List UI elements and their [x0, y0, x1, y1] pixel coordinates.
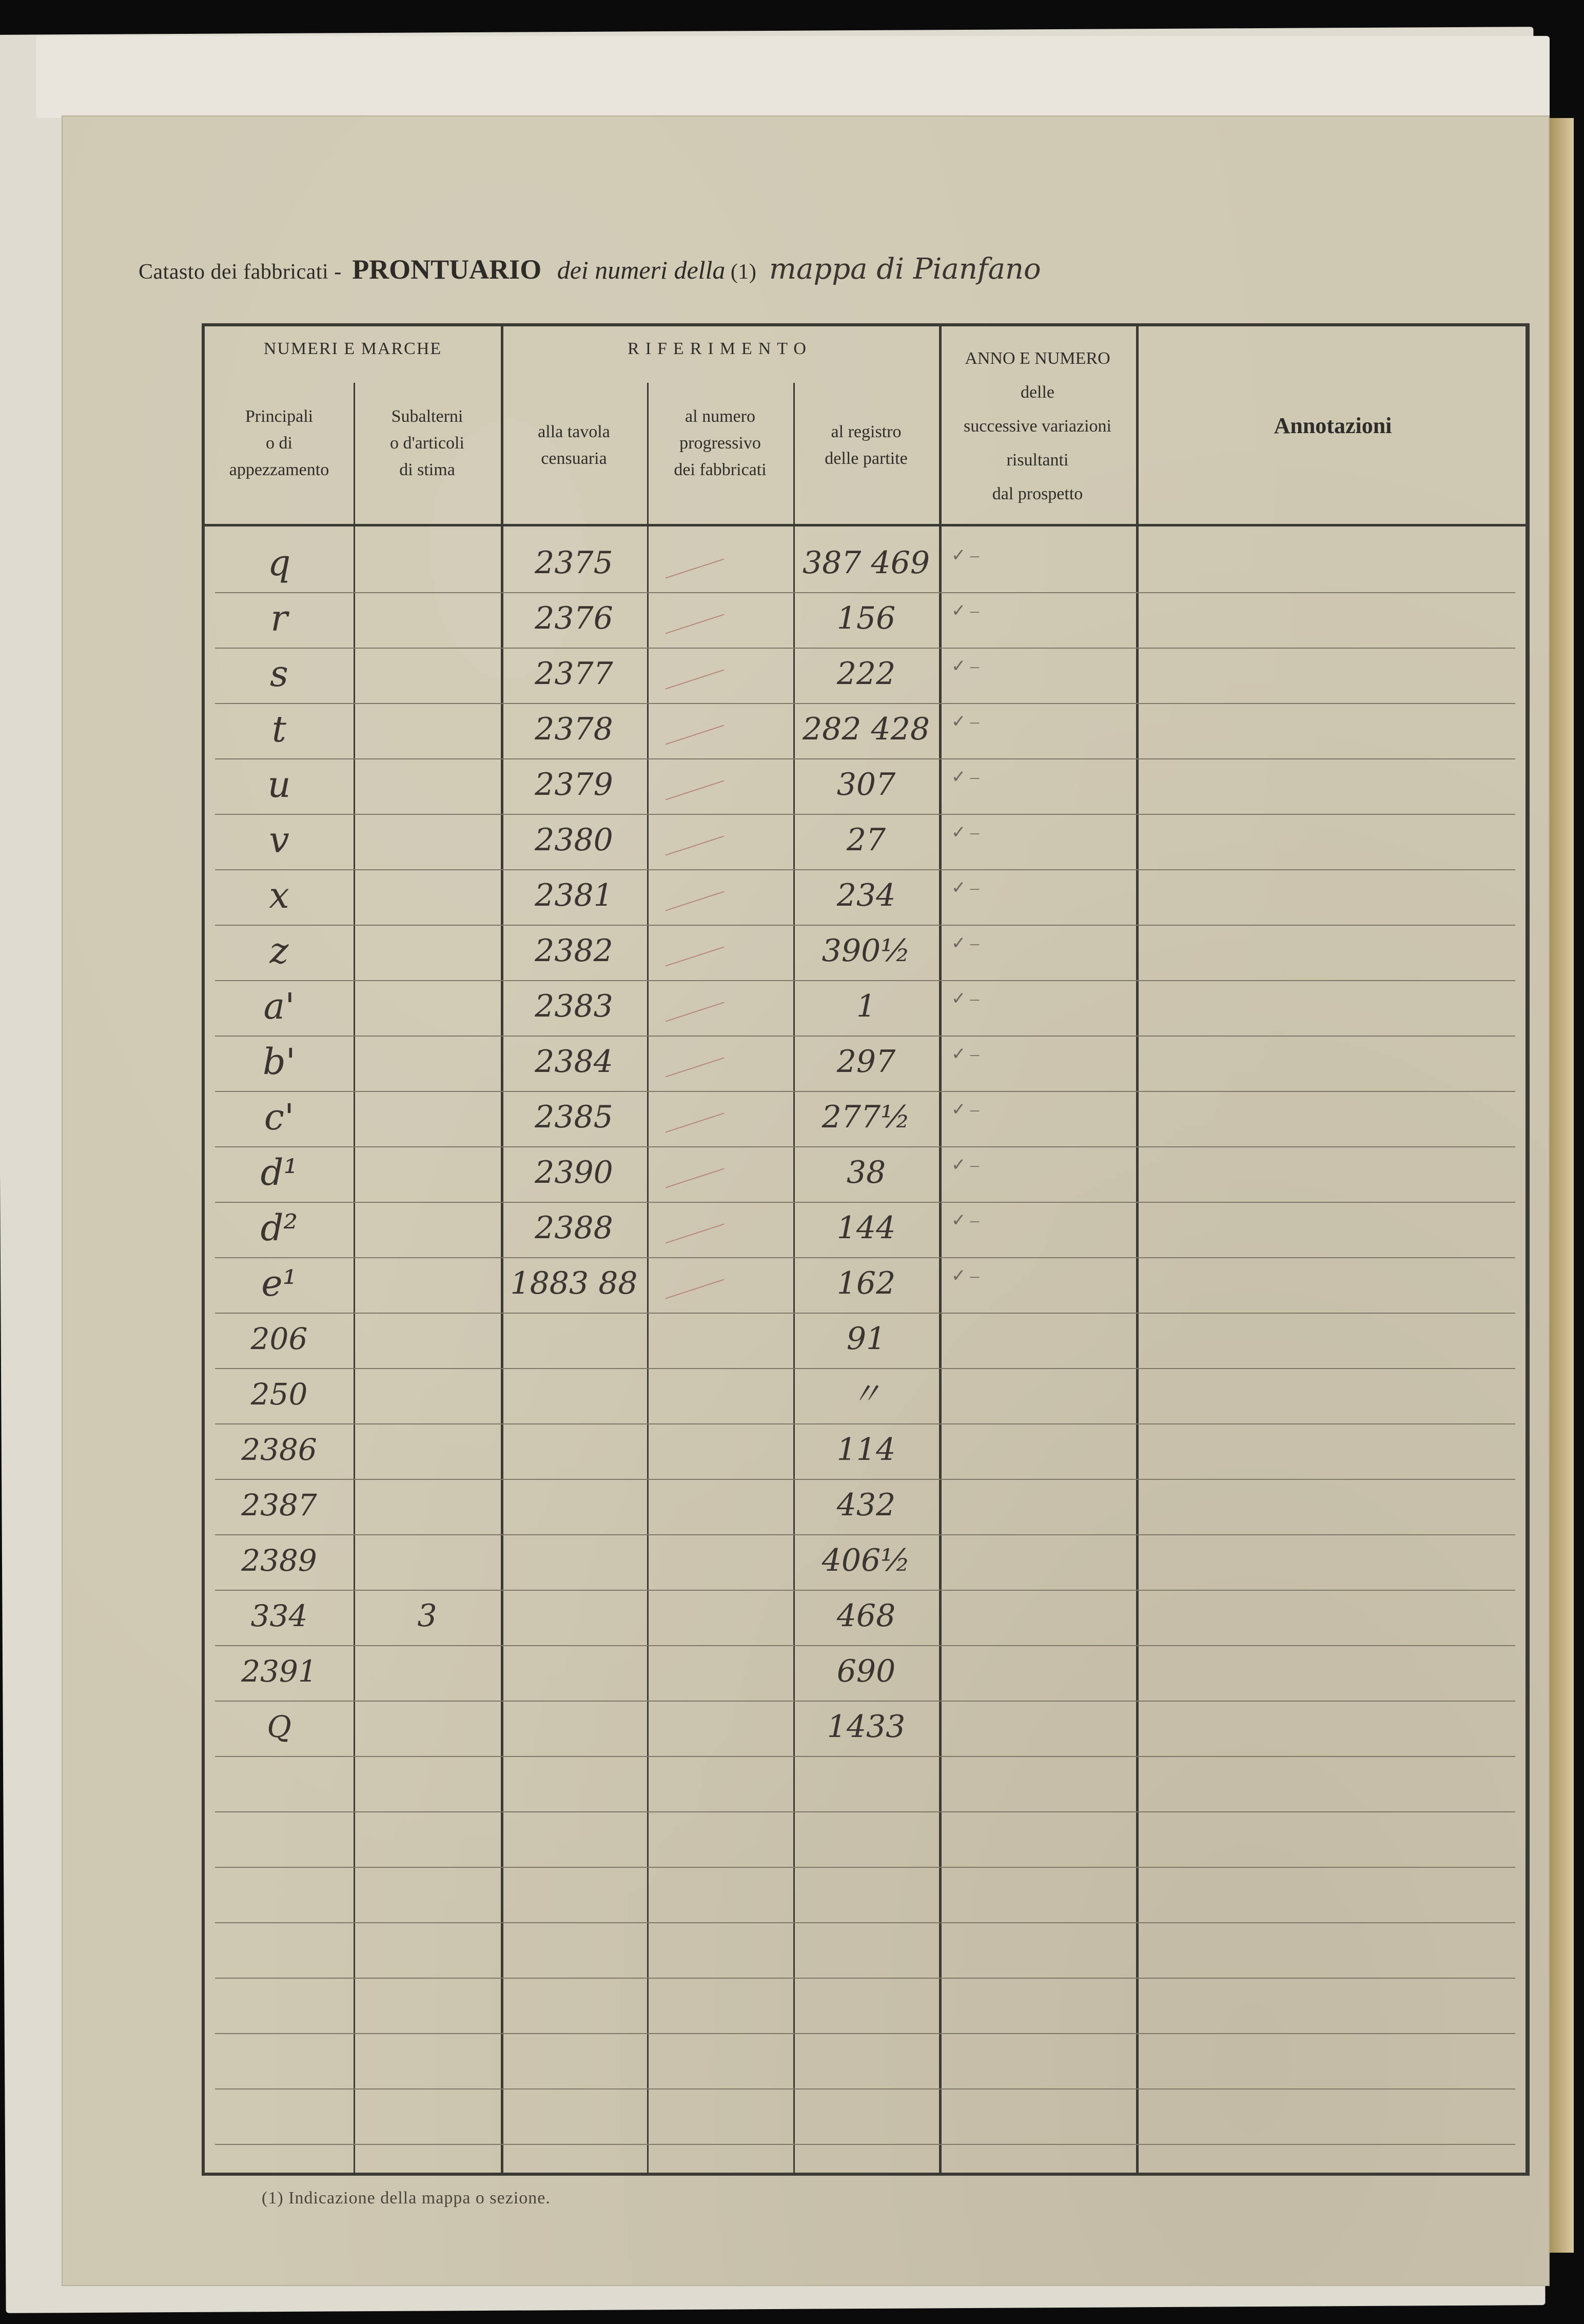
check-mark-icon: ✓ –: [951, 768, 979, 787]
col-principali: [205, 403, 354, 483]
cell-principale: 2391: [241, 1654, 317, 1689]
red-pencil-mark: [666, 670, 725, 690]
cell-tavola: 2382: [535, 933, 613, 969]
ruled-line: [215, 1368, 1515, 1369]
col-divider: [1136, 326, 1139, 2173]
cell-principale: r: [270, 597, 288, 639]
col-principali-l3: appezzamento: [229, 460, 329, 479]
col-subalterni-l3: di stima: [399, 460, 455, 479]
cell-tavola: 2383: [535, 988, 613, 1024]
group-numeri-marche: NUMERI E MARCHE: [263, 339, 442, 358]
ruled-line: [215, 1257, 1515, 1258]
red-pencil-mark: [666, 836, 725, 856]
ruled-line: [215, 1701, 1515, 1702]
red-pencil-mark: [666, 1279, 725, 1299]
ruled-line: [215, 814, 1515, 815]
check-mark-icon: ✓ –: [951, 657, 979, 676]
col-registro: [793, 419, 939, 472]
ruled-line: [215, 2088, 1515, 2089]
ruled-line: [215, 1645, 1515, 1646]
ruled-line: [215, 1202, 1515, 1203]
cell-registro: 406½: [822, 1542, 911, 1578]
ruled-line: [215, 1811, 1515, 1812]
cell-principale: 206: [250, 1321, 308, 1356]
check-mark-icon: ✓ –: [951, 878, 979, 897]
ruled-line: [215, 1922, 1515, 1923]
red-pencil-mark: [666, 725, 725, 745]
ruled-line: [215, 980, 1515, 981]
cell-principale: 250: [250, 1377, 308, 1412]
ruled-line: [215, 1313, 1515, 1314]
ruled-line: [215, 1534, 1515, 1535]
cell-principale: d²: [260, 1207, 298, 1249]
cell-principale: z: [269, 930, 289, 972]
cell-tavola: 2375: [535, 545, 613, 581]
ruled-line: [215, 1091, 1515, 1092]
check-mark-icon: ✓ –: [951, 1211, 979, 1230]
cell-tavola: 2377: [535, 656, 613, 692]
cell-principale: d¹: [260, 1151, 298, 1194]
cell-tavola: 2388: [535, 1210, 613, 1246]
col-divider: [354, 383, 355, 2173]
cell-registro: 156: [836, 600, 896, 636]
ruled-line: [215, 1036, 1515, 1037]
cell-subalterno: 3: [417, 1598, 437, 1634]
ruled-line: [215, 925, 1515, 926]
cell-principale: 2387: [241, 1488, 317, 1522]
cell-registro: 387 469: [802, 545, 930, 581]
check-mark-icon: ✓ –: [951, 601, 979, 620]
cell-tavola: 2379: [535, 767, 613, 803]
red-pencil-mark: [666, 891, 725, 911]
col-annotazioni: Annotazioni: [1274, 413, 1392, 438]
cell-principale: a': [263, 985, 295, 1027]
cell-principale: b': [262, 1041, 296, 1083]
title-subtitle: dei numeri della: [557, 256, 726, 284]
col-subalterni-l2: o d'articoli: [390, 434, 464, 453]
cell-principale: v: [269, 819, 289, 861]
ruled-line: [215, 1423, 1515, 1424]
col-anno-l5: dal prospetto: [992, 484, 1083, 503]
ruled-line: [215, 1756, 1515, 1757]
cell-registro: 690: [836, 1653, 896, 1689]
ruled-line: [215, 1146, 1515, 1147]
cell-principale: Q: [267, 1709, 291, 1744]
red-pencil-mark: [666, 1168, 725, 1188]
page-title: [139, 252, 1041, 286]
cell-registro: 114: [836, 1432, 896, 1468]
cell-principale: e¹: [261, 1262, 297, 1304]
col-anno-l3: successive variazioni: [964, 417, 1111, 436]
cell-registro: 390½: [822, 933, 911, 969]
red-pencil-mark: [666, 1002, 725, 1022]
col-anno-l1: ANNO E NUMERO: [965, 349, 1110, 368]
ruled-line: [215, 648, 1515, 649]
col-subalterni-l1: Subalterni: [391, 407, 463, 426]
col-anno: [939, 342, 1136, 511]
title-prefix: Catasto dei fabbricati -: [139, 260, 342, 284]
cell-registro: 1: [856, 988, 876, 1024]
cell-principale: 2389: [241, 1543, 317, 1578]
ruled-line: [215, 1867, 1515, 1868]
ruled-line: [215, 1978, 1515, 1979]
col-divider: [939, 326, 942, 2173]
col-subalterni: [354, 403, 501, 483]
cell-tavola: 2376: [535, 600, 613, 636]
col-progressivo-l1: al numero: [685, 407, 755, 426]
cell-registro: 307: [836, 767, 896, 803]
cell-registro: 468: [836, 1598, 896, 1634]
col-tavola-l2: censuaria: [541, 449, 607, 468]
ruled-line: [215, 869, 1515, 870]
cell-registro: 〃: [851, 1376, 882, 1412]
cell-registro: 27: [846, 822, 886, 858]
red-pencil-mark: [666, 614, 725, 634]
ruled-line: [215, 1590, 1515, 1591]
cell-registro: 222: [836, 656, 896, 692]
register-table: [202, 323, 1530, 2176]
title-note-ref: (1): [730, 260, 757, 284]
cell-tavola: 1883 88: [510, 1265, 638, 1301]
cell-principale: c': [264, 1096, 295, 1138]
title-main: PRONTUARIO: [352, 254, 542, 285]
cell-tavola: 2380: [535, 822, 613, 858]
check-mark-icon: ✓ –: [951, 989, 979, 1008]
cell-registro: 38: [846, 1155, 886, 1190]
cell-registro: 234: [836, 877, 896, 913]
cell-tavola: 2390: [535, 1155, 613, 1190]
check-mark-icon: ✓ –: [951, 1045, 979, 1064]
check-mark-icon: ✓ –: [951, 712, 979, 731]
col-tavola-l1: alla tavola: [538, 422, 610, 441]
red-pencil-mark: [666, 947, 725, 967]
col-principali-l2: o di: [266, 434, 292, 453]
cell-registro: 432: [836, 1487, 896, 1523]
cell-principale: 334: [250, 1598, 308, 1633]
check-mark-icon: ✓ –: [951, 823, 979, 842]
cell-principale: x: [269, 874, 289, 916]
footnote: (1) Indicazione della mappa o sezione.: [262, 2189, 551, 2208]
col-progressivo-l2: progressivo: [679, 434, 761, 453]
ruled-line: [215, 703, 1515, 704]
cell-registro: 297: [836, 1044, 896, 1080]
cell-registro: 1433: [827, 1709, 906, 1745]
red-pencil-mark: [666, 1224, 725, 1244]
cell-principale: u: [267, 764, 291, 806]
col-progressivo: [647, 403, 793, 483]
cell-registro: 282 428: [802, 711, 930, 747]
header-rule: [205, 524, 1526, 526]
cell-principale: q: [267, 542, 291, 584]
check-mark-icon: ✓ –: [951, 1266, 979, 1285]
check-mark-icon: ✓ –: [951, 934, 979, 953]
check-mark-icon: ✓ –: [951, 546, 979, 565]
cell-registro: 277½: [822, 1099, 911, 1135]
cell-registro: 91: [846, 1321, 886, 1357]
ruled-line: [215, 592, 1515, 593]
red-pencil-mark: [666, 559, 725, 579]
red-pencil-mark: [666, 1058, 725, 1078]
cell-tavola: 2381: [535, 877, 613, 913]
col-anno-l4: risultanti: [1006, 451, 1069, 470]
title-handwritten: mappa di Pianfano: [769, 252, 1041, 286]
check-mark-icon: ✓ –: [951, 1156, 979, 1175]
cell-tavola: 2378: [535, 711, 613, 747]
check-mark-icon: ✓ –: [951, 1100, 979, 1119]
col-principali-l1: Principali: [245, 407, 314, 426]
red-pencil-mark: [666, 780, 725, 800]
red-pencil-mark: [666, 1113, 725, 1133]
col-tavola: [501, 419, 647, 472]
cell-tavola: 2384: [535, 1044, 613, 1080]
col-progressivo-l3: dei fabbricati: [674, 460, 767, 479]
ruled-line: [215, 2033, 1515, 2034]
cell-tavola: 2385: [535, 1099, 613, 1135]
cell-registro: 162: [836, 1265, 896, 1301]
cell-principale: 2386: [241, 1432, 317, 1467]
col-divider: [647, 383, 649, 2173]
col-registro-l2: delle partite: [825, 449, 908, 468]
ruled-line: [215, 758, 1515, 759]
ruled-line: [215, 1479, 1515, 1480]
col-registro-l1: al registro: [831, 422, 902, 441]
col-anno-l2: delle: [1020, 383, 1055, 402]
cell-registro: 144: [836, 1210, 896, 1246]
underlying-sheet-top: [36, 36, 1550, 118]
group-riferimento: RIFERIMENTO: [628, 339, 812, 358]
cell-principale: s: [270, 653, 288, 695]
ruled-line: [215, 2144, 1515, 2145]
cell-principale: t: [271, 708, 287, 750]
